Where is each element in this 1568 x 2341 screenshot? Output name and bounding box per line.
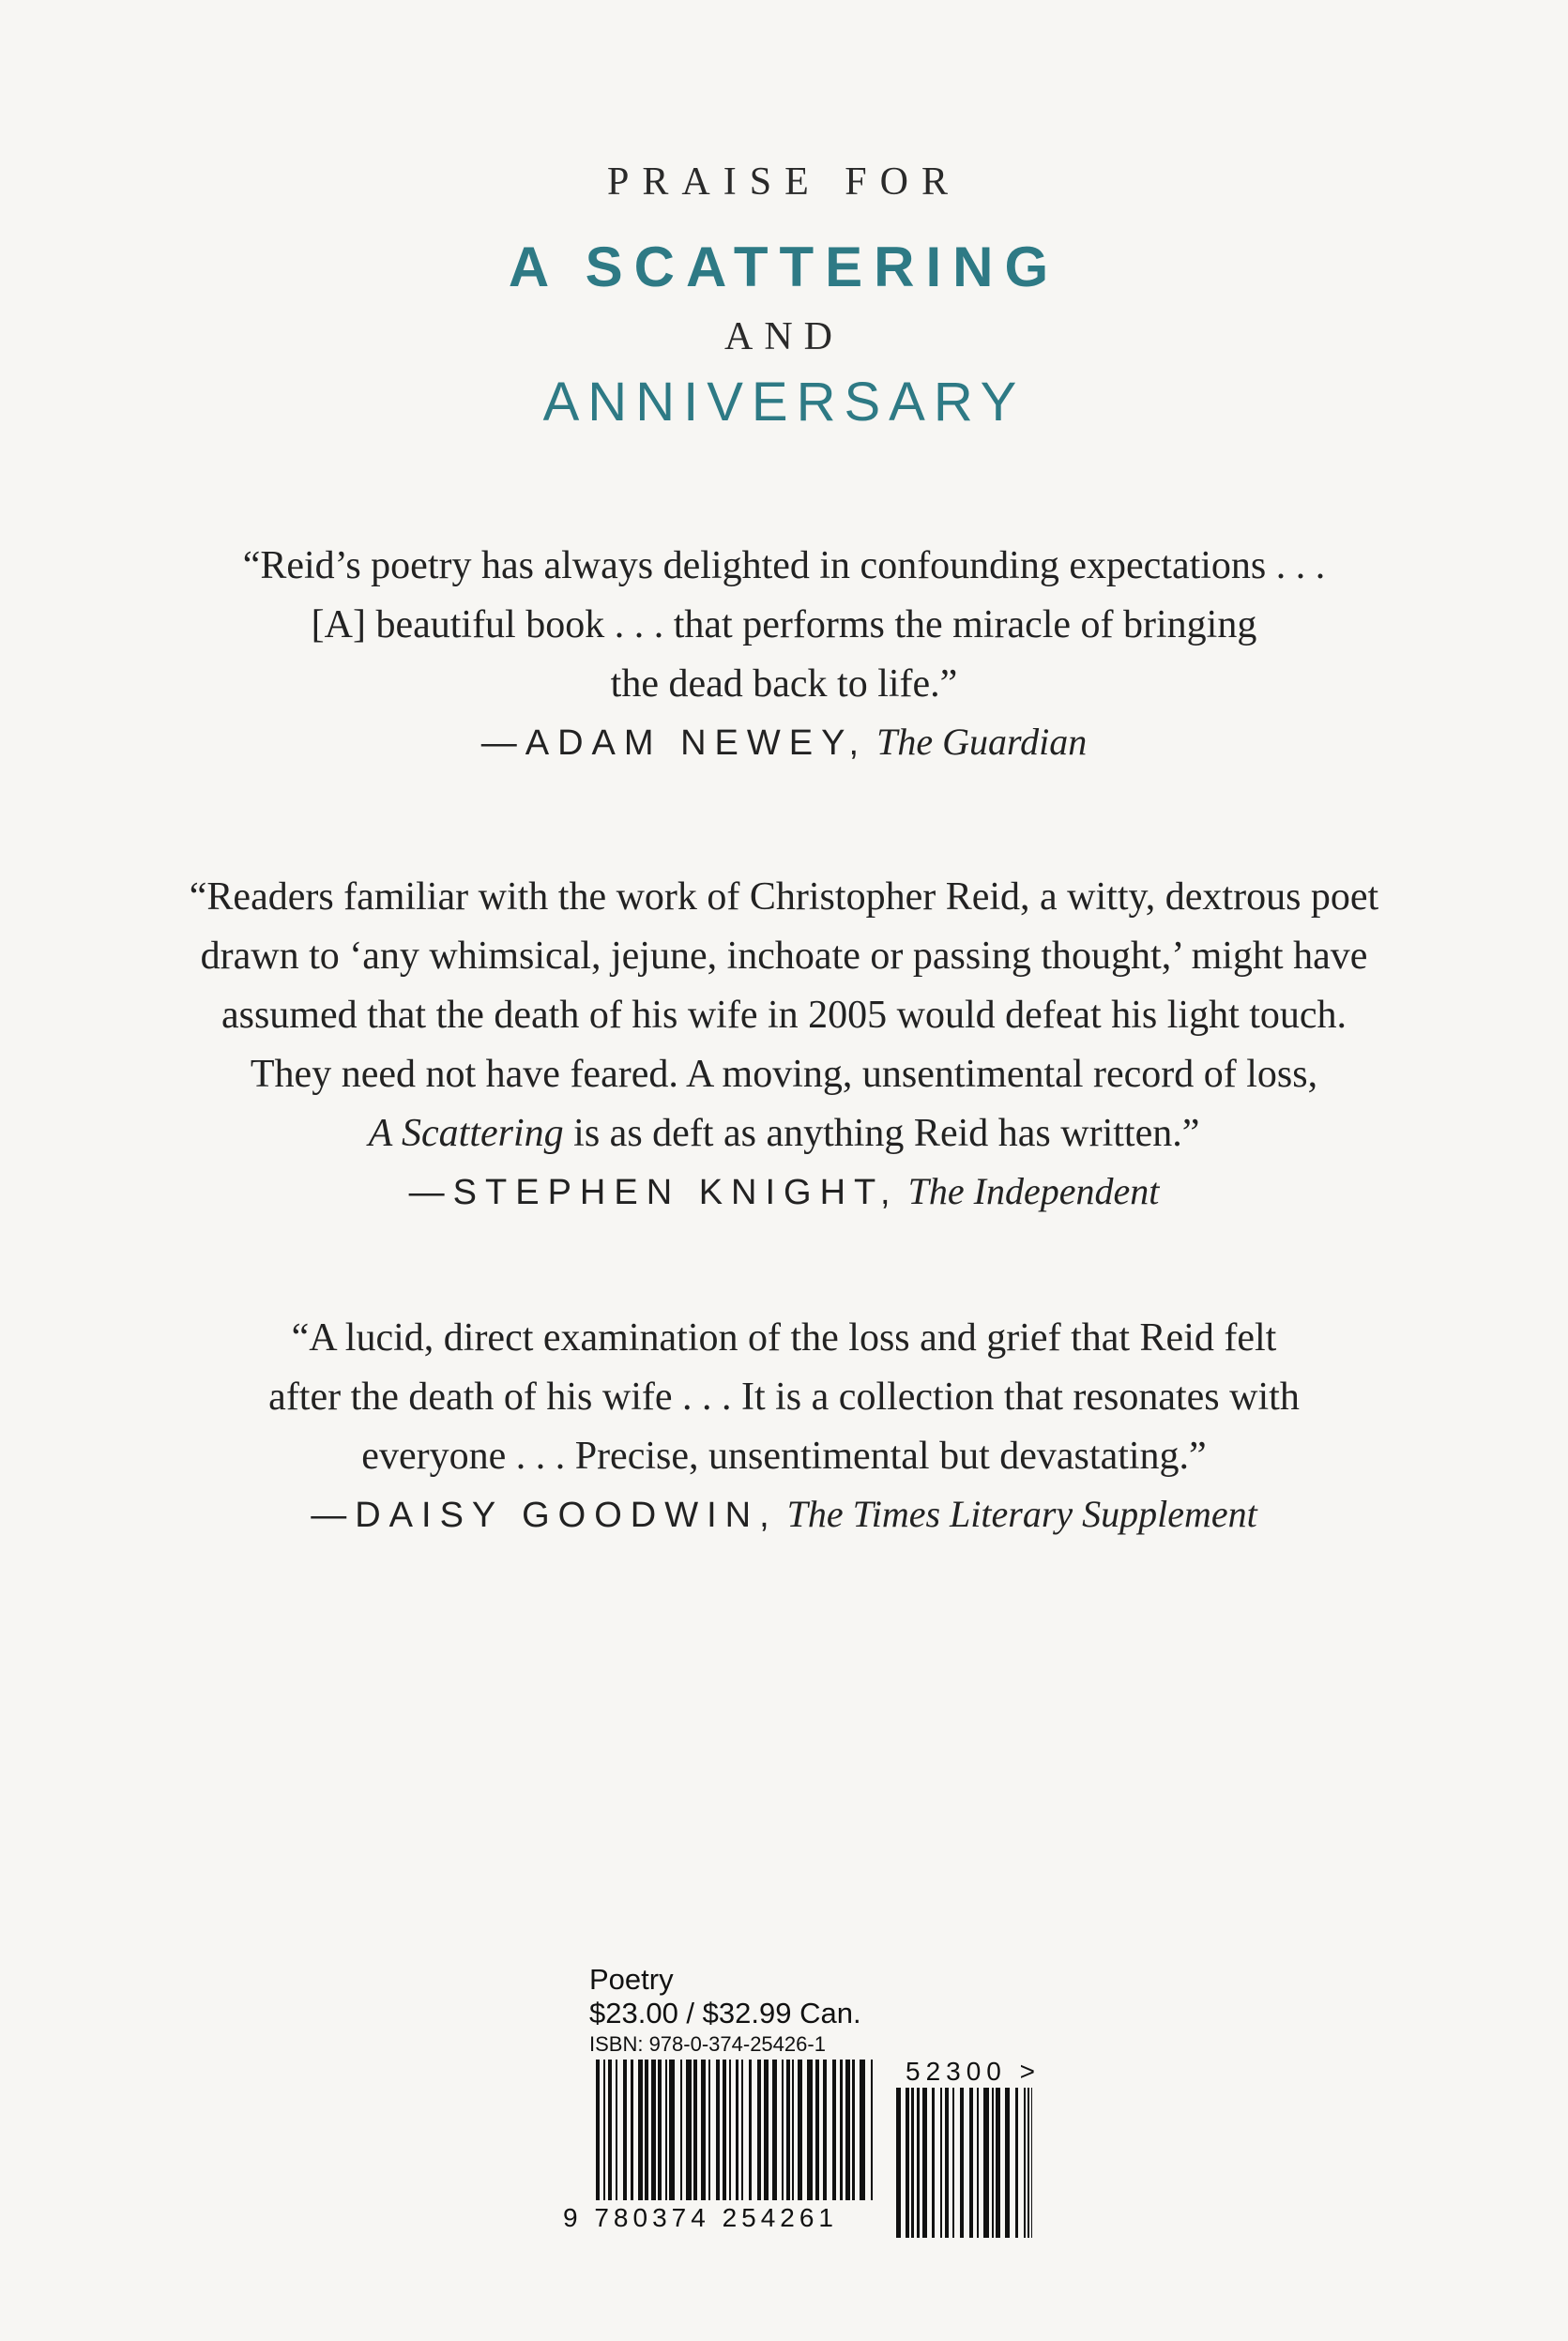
barcode-bar: [823, 2060, 827, 2200]
addon-barcode-bar: [1028, 2088, 1029, 2238]
barcode-bar: [729, 2060, 731, 2200]
barcode-bar: [680, 2060, 682, 2200]
quote-attribution: [0, 1486, 1568, 1543]
barcode-bar: [665, 2060, 667, 2200]
quote-line: “A lucid, direct examination of the loss and grief that Reid felt: [291, 1316, 1277, 1360]
quote-line: everyone . . . Precise, unsentimental but devastating.”: [361, 1435, 1207, 1478]
addon-barcode-bar: [917, 2088, 920, 2238]
barcode-bar: [741, 2060, 743, 2200]
attribution-author: —ADAM NEWEY,: [480, 723, 868, 763]
addon-barcode-bar: [911, 2088, 914, 2238]
barcode-bar: [764, 2060, 769, 2200]
quote-line: [A] beautiful book . . . that performs the miracle of bringing: [311, 603, 1257, 646]
addon-barcode-bar: [969, 2088, 973, 2238]
quote-line: after the death of his wife . . . It is a collection that resonates with: [268, 1376, 1300, 1419]
book-title-italic: A Scattering: [368, 1112, 564, 1155]
quote-line: “Reid’s poetry has always delighted in confounding expectations . . .: [242, 544, 1326, 587]
barcode-bar: [616, 2060, 617, 2200]
barcode-bar: [749, 2060, 752, 2200]
barcode-bar: [832, 2060, 836, 2200]
barcode-bar: [716, 2060, 720, 2200]
barcode-bar: [603, 2060, 605, 2200]
barcode-bar: [669, 2060, 675, 2200]
barcode-digits: 9 780374 254261: [563, 2203, 873, 2233]
barcode-bar: [772, 2060, 777, 2200]
addon-barcode-bar: [996, 2088, 1000, 2238]
barcode-bar: [840, 2060, 843, 2200]
barcode-bar: [596, 2060, 600, 2200]
quote-attribution: [0, 714, 1568, 771]
barcode-bar: [871, 2060, 873, 2200]
barcode-bar: [736, 2060, 738, 2200]
barcode-bar: [792, 2060, 794, 2200]
attribution-publication: The Guardian: [876, 721, 1088, 763]
quote-line: “Readers familiar with the work of Christopher Reid, a witty, dextrous poet: [189, 875, 1379, 919]
barcode-bar: [708, 2060, 710, 2200]
addon-barcode-bar: [952, 2088, 954, 2238]
addon-barcode-bar: [1015, 2088, 1018, 2238]
barcode-bar: [723, 2060, 726, 2200]
barcode-bar: [645, 2060, 648, 2200]
barcode-bar: [638, 2060, 643, 2200]
barcode-addon-digits: 52300 >: [906, 2057, 1041, 2086]
addon-barcode-bar: [932, 2088, 935, 2238]
addon-barcode-bar: [1031, 2088, 1032, 2238]
addon-barcode-bar: [983, 2088, 989, 2238]
addon-barcode-bar: [940, 2088, 942, 2238]
barcode-bar: [845, 2060, 850, 2200]
addon-barcode-bar: [896, 2088, 901, 2238]
quote-tls: [0, 1309, 1568, 1543]
barcode-bar: [815, 2060, 819, 2200]
quote-attribution: [0, 1163, 1568, 1221]
attribution-publication: The Times Literary Supplement: [786, 1493, 1257, 1535]
addon-barcode-bar: [1024, 2088, 1026, 2238]
barcode-bar: [658, 2060, 662, 2200]
barcode-bar: [623, 2060, 627, 2200]
barcode-bar: [757, 2060, 761, 2200]
addon-barcode-bar: [922, 2088, 927, 2238]
addon-barcode-bar: [945, 2088, 949, 2238]
barcode-bar: [786, 2060, 790, 2200]
addon-barcode-bar: [1005, 2088, 1010, 2238]
title-a-scattering: A SCATTERING: [508, 236, 1060, 298]
price-label: $23.00 / $32.99 Can.: [589, 1997, 861, 2029]
barcode-bar: [782, 2060, 784, 2200]
praise-for-heading: PRAISE FOR: [607, 160, 961, 204]
barcode-bar: [807, 2060, 813, 2200]
price-block: [589, 1963, 861, 2059]
barcode-bar: [693, 2060, 697, 2200]
addon-barcode-bar: [992, 2088, 994, 2238]
isbn-label: ISBN: 978-0-374-25426-1: [589, 2032, 826, 2056]
attribution-author: —DAISY GOODWIN,: [311, 1496, 778, 1535]
barcode-bar: [798, 2060, 802, 2200]
quote-line: drawn to ‘any whimsical, jejune, inchoate or passing thought,’ might have: [200, 935, 1368, 978]
barcode-bar: [852, 2060, 855, 2200]
category-label: Poetry: [589, 1963, 674, 1996]
addon-barcode-bar: [960, 2088, 964, 2238]
barcode-bar: [631, 2060, 633, 2200]
quote-independent: [0, 868, 1568, 1221]
attribution-publication: The Independent: [907, 1170, 1160, 1212]
attribution-author: —STEPHEN KNIGHT,: [408, 1173, 899, 1212]
quote-line: They need not have feared. A moving, unsentimental record of loss,: [250, 1053, 1318, 1096]
title-anniversary: ANNIVERSARY: [542, 372, 1026, 433]
barcode-bar: [686, 2060, 692, 2200]
quote-line: the dead back to life.”: [610, 662, 958, 706]
barcode-bar: [860, 2060, 865, 2200]
quote-line: assumed that the death of his wife in 2005 would defeat his light touch.: [221, 994, 1347, 1037]
quote-guardian: [0, 537, 1568, 771]
barcode-bar: [608, 2060, 612, 2200]
quote-line-rest: is as deft as anything Reid has written.”: [563, 1112, 1200, 1155]
barcode-bar: [701, 2060, 706, 2200]
barcode-bar: [651, 2060, 656, 2200]
addon-barcode-bar: [977, 2088, 979, 2238]
and-word: AND: [724, 315, 844, 358]
quote-line: [0, 1104, 1568, 1163]
addon-barcode-bar: [906, 2088, 909, 2238]
